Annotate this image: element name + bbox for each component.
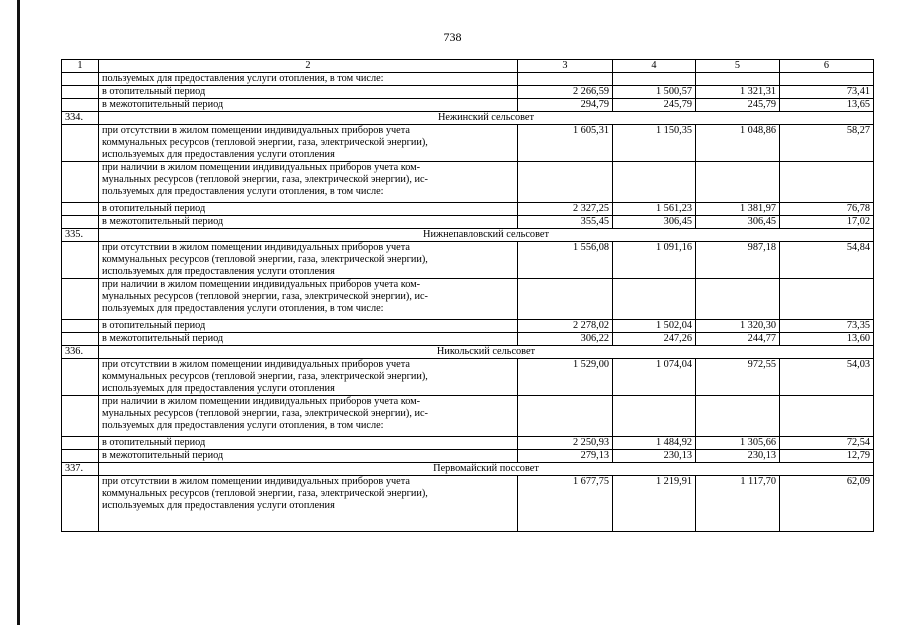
value-cell: 2 327,25 [518,203,613,216]
settlement-name: Нижнепавловский сельсовет [99,229,874,242]
value-cell: 230,13 [613,450,696,463]
non-heating-period-row [62,333,874,346]
text-line: мунальных ресурсов (тепловой энергии, газа, электрической энергии), ис- [102,408,428,419]
value-cell: 294,79 [518,99,613,112]
value-cell: 1 305,66 [696,437,780,450]
value-cell: 355,45 [518,216,613,229]
value-cell: 72,54 [780,437,874,450]
empty-cell [62,125,99,162]
row-number: 334. [62,112,99,125]
settlement-name: Никольский сельсовет [99,346,874,359]
value-cell: 2 250,93 [518,437,613,450]
value-cell: 1 320,30 [696,320,780,333]
text-line: используемых для предоставления услуги отопления [102,149,335,160]
value-cell: 279,13 [518,450,613,463]
non-heating-period-row [62,450,874,463]
empty-cell [62,320,99,333]
value-cell: 1 561,23 [613,203,696,216]
row-description [99,396,518,437]
value-cell: 58,27 [780,125,874,162]
empty-cell [518,162,613,203]
value-cell: 972,55 [696,359,780,396]
value-cell: 1 091,16 [613,242,696,279]
column-number: 2 [99,60,518,73]
tariff-table [61,59,874,532]
value-cell: 1 048,86 [696,125,780,162]
empty-cell [62,216,99,229]
row-label: в межотопительный период [99,450,518,463]
text-line: при наличии в жилом помещении индивидуальных приборов учета ком- [102,162,421,173]
row-label: в отопительный период [99,320,518,333]
text-line: используемых для предоставления услуги отопления [102,383,335,394]
empty-cell [696,396,780,437]
heating-period-row [62,320,874,333]
empty-cell [518,279,613,320]
without-meters-row [62,125,874,162]
text-line: используемых для предоставления услуги отопления [102,266,335,277]
with-meters-row [62,396,874,437]
scan-edge [17,0,20,625]
value-cell: 1 556,08 [518,242,613,279]
table-body [62,60,874,532]
continuation-row [62,73,874,86]
empty-cell [696,73,780,86]
text-line: при отсутствии в жилом помещении индивидуальных приборов учета [102,242,410,253]
text-line: коммунальных ресурсов (тепловой энергии, газа, электрической энергии), [102,488,428,499]
empty-cell [780,279,874,320]
empty-cell [62,99,99,112]
empty-cell [62,333,99,346]
section-header [62,463,874,476]
section-header [62,346,874,359]
empty-cell [62,476,99,532]
value-cell: 306,22 [518,333,613,346]
empty-cell [696,279,780,320]
text-line: мунальных ресурсов (тепловой энергии, газа, электрической энергии), ис- [102,174,428,185]
value-cell: 1 529,00 [518,359,613,396]
empty-cell [62,73,99,86]
value-cell: 244,77 [696,333,780,346]
empty-cell [780,396,874,437]
without-meters-row [62,476,874,532]
without-meters-row [62,359,874,396]
value-cell: 2 266,59 [518,86,613,99]
empty-cell [696,162,780,203]
empty-cell [62,450,99,463]
value-cell: 245,79 [613,99,696,112]
value-cell: 230,13 [696,450,780,463]
value-cell: 73,35 [780,320,874,333]
page-number: 738 [443,30,462,44]
value-cell: 54,84 [780,242,874,279]
column-number: 4 [613,60,696,73]
empty-cell [62,242,99,279]
value-cell: 76,78 [780,203,874,216]
value-cell: 987,18 [696,242,780,279]
value-cell: 1 677,75 [518,476,613,532]
empty-cell [613,396,696,437]
value-cell: 245,79 [696,99,780,112]
text-line: пользуемых для предоставления услуги отопления, в том числе: [102,186,384,197]
row-description [99,162,518,203]
row-label: в отопительный период [99,437,518,450]
value-cell: 306,45 [613,216,696,229]
row-label: пользуемых для предоставления услуги отопления, в том числе: [99,73,518,86]
text-line: при отсутствии в жилом помещении индивидуальных приборов учета [102,359,410,370]
empty-cell [62,279,99,320]
value-cell: 247,26 [613,333,696,346]
empty-cell [518,396,613,437]
row-description [99,125,518,162]
empty-cell [62,437,99,450]
value-cell: 1 150,35 [613,125,696,162]
period-row [62,86,874,99]
text-line: коммунальных ресурсов (тепловой энергии, газа, электрической энергии), [102,371,428,382]
value-cell: 13,60 [780,333,874,346]
text-line: при наличии в жилом помещении индивидуальных приборов учета ком- [102,396,421,407]
value-cell: 73,41 [780,86,874,99]
column-number: 5 [696,60,780,73]
row-description [99,359,518,396]
value-cell: 1 381,97 [696,203,780,216]
heating-period-row [62,437,874,450]
value-cell: 1 117,70 [696,476,780,532]
row-label: в отопительный период [99,86,518,99]
empty-cell [613,279,696,320]
table-header [62,60,874,73]
value-cell: 13,65 [780,99,874,112]
with-meters-row [62,162,874,203]
row-label: в межотопительный период [99,99,518,112]
value-cell: 17,02 [780,216,874,229]
text-line: коммунальных ресурсов (тепловой энергии, газа, электрической энергии), [102,254,428,265]
empty-cell [62,162,99,203]
value-cell: 1 074,04 [613,359,696,396]
with-meters-row [62,279,874,320]
value-cell: 1 500,57 [613,86,696,99]
text-line: используемых для предоставления услуги отопления [102,500,335,511]
row-description [99,242,518,279]
row-number: 337. [62,463,99,476]
text-line: пользуемых для предоставления услуги отопления, в том числе: [102,303,384,314]
settlement-name: Первомайский поссовет [99,463,874,476]
settlement-name: Нежинский сельсовет [99,112,874,125]
empty-cell [613,162,696,203]
without-meters-row [62,242,874,279]
row-label: в межотопительный период [99,216,518,229]
row-description [99,476,518,532]
text-line: при наличии в жилом помещении индивидуальных приборов учета ком- [102,279,421,290]
value-cell: 306,45 [696,216,780,229]
empty-cell [613,73,696,86]
text-line: пользуемых для предоставления услуги отопления, в том числе: [102,420,384,431]
text-line: при отсутствии в жилом помещении индивидуальных приборов учета [102,476,410,487]
empty-cell [518,73,613,86]
empty-cell [62,359,99,396]
column-number: 1 [62,60,99,73]
text-line: мунальных ресурсов (тепловой энергии, газа, электрической энергии), ис- [102,291,428,302]
row-number: 335. [62,229,99,242]
column-number: 6 [780,60,874,73]
value-cell: 1 502,04 [613,320,696,333]
value-cell: 12,79 [780,450,874,463]
empty-cell [62,203,99,216]
value-cell: 1 605,31 [518,125,613,162]
empty-cell [62,396,99,437]
section-header [62,112,874,125]
value-cell: 1 484,92 [613,437,696,450]
value-cell: 2 278,02 [518,320,613,333]
value-cell: 54,03 [780,359,874,396]
row-description [99,279,518,320]
column-number: 3 [518,60,613,73]
heating-period-row [62,203,874,216]
text-line: коммунальных ресурсов (тепловой энергии, газа, электрической энергии), [102,137,428,148]
value-cell: 1 219,91 [613,476,696,532]
text-line: при отсутствии в жилом помещении индивидуальных приборов учета [102,125,410,136]
row-number: 336. [62,346,99,359]
value-cell: 62,09 [780,476,874,532]
value-cell: 1 321,31 [696,86,780,99]
empty-cell [780,73,874,86]
row-label: в межотопительный период [99,333,518,346]
section-header [62,229,874,242]
row-label: в отопительный период [99,203,518,216]
empty-cell [780,162,874,203]
non-heating-period-row [62,216,874,229]
empty-cell [62,86,99,99]
period-row [62,99,874,112]
